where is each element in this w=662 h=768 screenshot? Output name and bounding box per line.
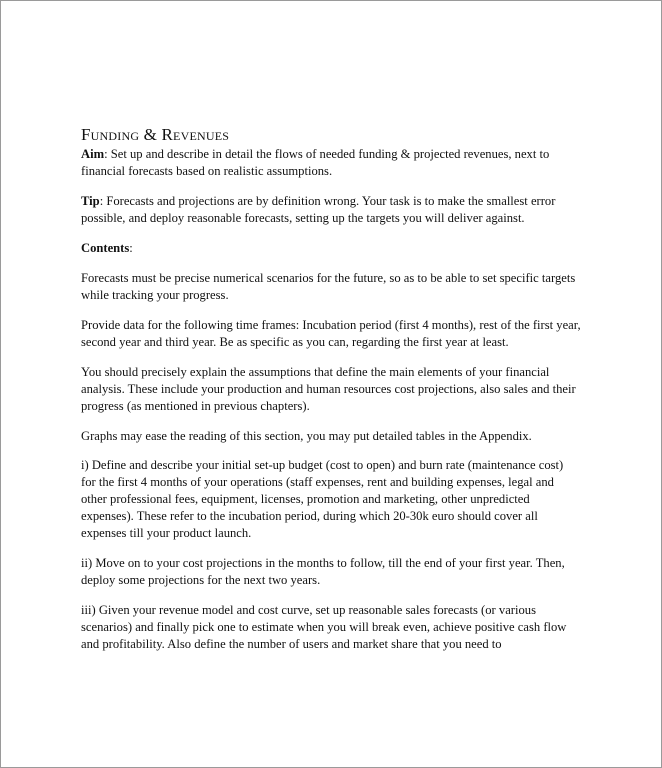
tip-label: Tip xyxy=(81,194,100,208)
body-paragraph: Provide data for the following time frames: Incubation period (first 4 months), rest of the first year, second year and third year. Be as specific as you can, regarding the first year at least. xyxy=(81,318,581,349)
aim-label: Aim xyxy=(81,147,105,161)
body-paragraph: Forecasts must be precise numerical scenarios for the future, so as to be able to set specific targets while tracking your progress. xyxy=(81,271,576,302)
body-paragraph: You should precisely explain the assumptions that define the main elements of your financial analysis. These include your production and human resources cost projections, also sales and their progress (as mentioned in previous chapters). xyxy=(81,365,576,413)
body-paragraph: iii) Given your revenue model and cost curve, set up reasonable sales forecasts (or various scenarios) and finally pick one to estimate when you will break even, achieve positive cash flow and profitability. Also define the number of users and market share that you need to xyxy=(81,603,567,651)
document-body xyxy=(81,125,581,666)
tip-text: : Forecasts and projections are by definition wrong. Your task is to make the smallest error possible, and deploy reasonable forecasts, setting up the targets you will deliver against. xyxy=(81,194,556,225)
contents-suffix: : xyxy=(129,241,133,255)
body-paragraph: Graphs may ease the reading of this section, you may put detailed tables in the Appendix. xyxy=(81,429,532,443)
section-heading: Funding & Revenues xyxy=(81,125,230,144)
body-paragraph: i) Define and describe your initial set-up budget (cost to open) and burn rate (maintenance cost) for the first 4 months of your operations (staff expenses, rent and building expenses, legal and other professional fees, equipment, licenses, promotion and marketing, other unpredicted expenses). These refer to the incubation period, during which 20-30k euro should cover all expenses till your product launch. xyxy=(81,458,564,540)
contents-heading xyxy=(81,240,581,257)
aim-paragraph xyxy=(81,146,581,180)
aim-text: : Set up and describe in detail the flows of needed funding & projected revenues, next to financial forecasts based on realistic assumptions. xyxy=(81,147,550,178)
body-paragraph: ii) Move on to your cost projections in the months to follow, till the end of your first year. Then, deploy some projections for the next two years. xyxy=(81,556,565,587)
contents-label: Contents xyxy=(81,241,130,255)
tip-paragraph xyxy=(81,193,581,227)
